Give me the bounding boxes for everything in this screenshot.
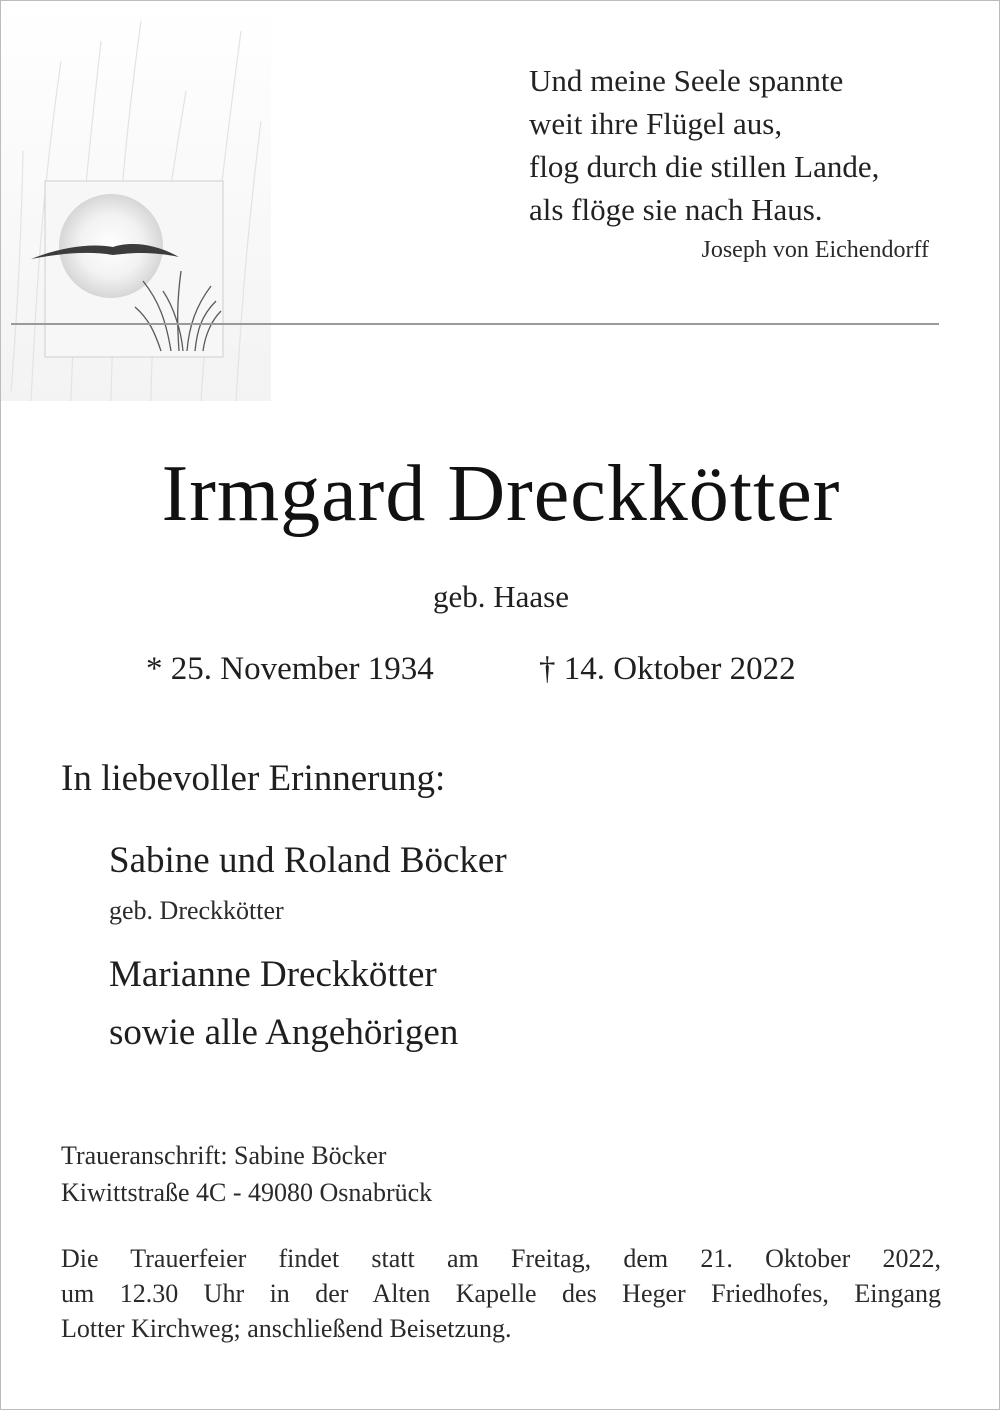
remembrance-heading: In liebevoller Erinnerung:: [61, 758, 446, 799]
ceremony-info: [61, 1241, 941, 1346]
deceased-name: Irmgard Dreckkötter: [161, 450, 841, 538]
maiden-name: geb. Haase: [433, 579, 569, 614]
poem-line: weit ihre Flügel aus,: [529, 106, 783, 141]
mourner-name: Sabine und Roland Böcker: [109, 840, 507, 881]
poem-line: Und meine Seele spannte: [529, 63, 844, 98]
mourning-address-street: Kiwittstraße 4C - 49080 Osnabrück: [61, 1178, 433, 1207]
poem-line: flog durch die stillen Lande,: [529, 149, 880, 184]
poem-author: Joseph von Eichendorff: [701, 237, 929, 263]
mourner-relatives: sowie alle Angehörigen: [109, 1012, 459, 1053]
bird-over-sun-artwork: [1, 1, 271, 401]
mourning-address-name: Traueranschrift: Sabine Böcker: [61, 1141, 387, 1170]
mourner-maiden-name: geb. Dreckkötter: [109, 896, 284, 925]
birth-date: * 25. November 1934: [146, 651, 434, 687]
death-date: † 14. Oktober 2022: [539, 651, 796, 687]
ceremony-line: Lotter Kirchweg; anschließend Beisetzung.: [61, 1314, 512, 1343]
ceremony-line: um 12.30 Uhr in der Alten Kapelle des Heger Friedhofes, Eingang: [61, 1279, 941, 1308]
poem-block: [529, 59, 959, 231]
ceremony-line: Die Trauerfeier findet statt am Freitag, dem 21. Oktober 2022,: [61, 1244, 941, 1273]
poem-line: als flöge sie nach Haus.: [529, 192, 823, 227]
mourner-name: Marianne Dreckkötter: [109, 954, 437, 995]
horizontal-divider: [11, 323, 939, 325]
